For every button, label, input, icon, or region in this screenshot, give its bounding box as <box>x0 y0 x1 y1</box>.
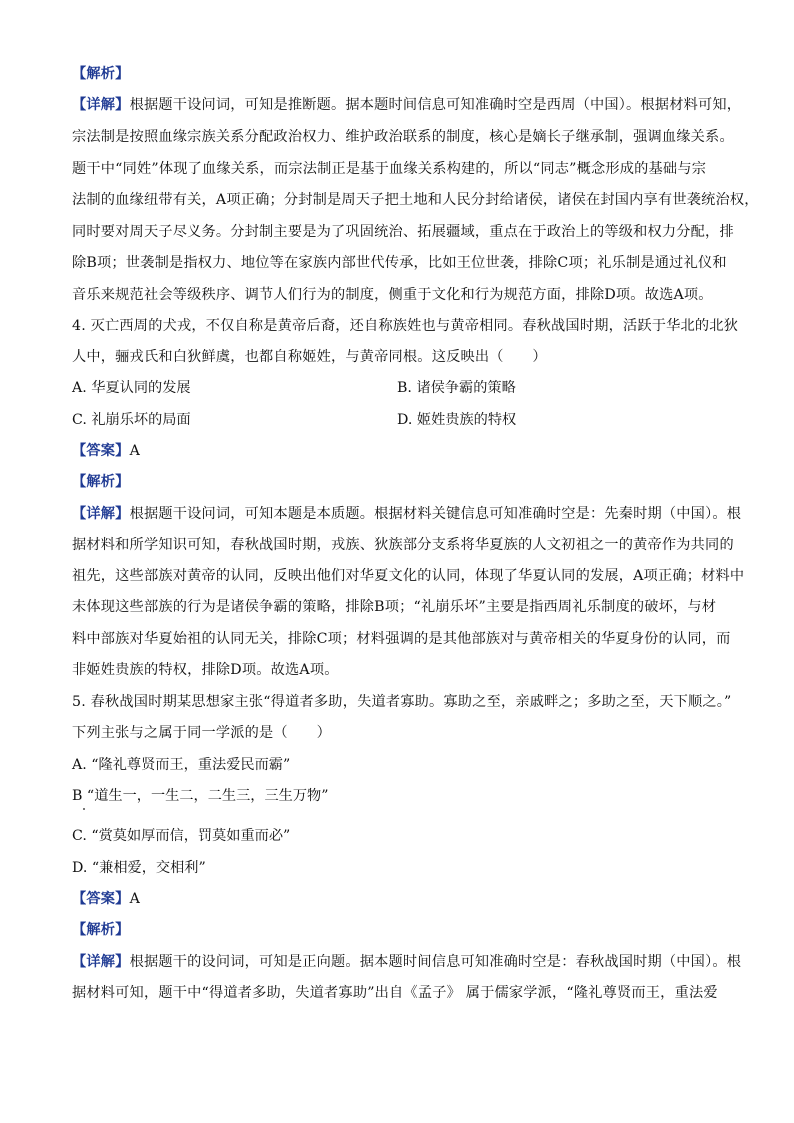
detail-line: 法制的血缘纽带有关，A项正确；分封制是周天子把土地和人民分封给诸侯，诸侯在封国内享有世袭统治权， <box>72 192 759 208</box>
answer-label: 【答案】 <box>72 891 130 907</box>
q5-detail-line: 据材料可知，题干中“得道者多助，失道者寡助”出自《孟子》 属于儒家学派，“隆礼尊贤而王，重法爱 <box>72 985 718 1001</box>
q4-answer: A <box>129 443 141 459</box>
q5-detail-line <box>72 952 742 972</box>
question-5-stem: 下列主张与之属于同一学派的是（ ） <box>72 725 331 741</box>
q4-option-d: D. 姬姓贵族的特权 <box>397 412 517 428</box>
stray-dot <box>83 808 85 810</box>
q5-option-c: C. “赏莫如厚而信，罚莫如重而必” <box>72 828 291 844</box>
q4-detail-line: 祖先，这些部族对黄帝的认同，反映出他们对华夏文化的认同，体现了华夏认同的发展，A项正确；材料中 <box>72 568 745 584</box>
q4-detail-line: 据材料和所学知识可知，春秋战国时期，戎族、狄族部分支系将华夏族的人文初祖之一的黄帝作为共同的 <box>72 537 734 553</box>
question-4-stem: 4. 灭亡西周的犬戎，不仅自称是黄帝后裔，还自称族姓也与黄帝相同。春秋战国时期，活跃于华北的北狄 <box>72 318 739 334</box>
detail-line: 同时要对周天子尽义务。分封制主要是为了巩固统治、拓展疆域，重点在于政治上的等级和权力分配，排 <box>72 224 734 240</box>
q4-detail-line: 未体现这些部族的行为是诸侯争霸的策略，排除B项；“礼崩乐坏”主要是指西周礼乐制度的破坏，与材 <box>72 599 717 615</box>
q5-answer: A <box>129 891 141 907</box>
q4-option-c: C. 礼崩乐坏的局面 <box>72 412 191 428</box>
q4-option-a: A. 华夏认同的发展 <box>72 380 191 396</box>
q4-detail-line <box>72 504 742 524</box>
q4-detail-line: 非姬姓贵族的特权，排除D项。故选A项。 <box>72 662 339 678</box>
q4-detail-line: 料中部族对华夏始祖的认同无关，排除C项；材料强调的是其他部族对与黄帝相关的华夏身份的认同，而 <box>72 631 731 647</box>
q4-answer-line <box>72 441 732 461</box>
detail-line: 音乐来规范社会等级秩序、调节人们行为的制度，侧重于文化和行为规范方面，排除D项。故选A项。 <box>72 287 713 303</box>
detail-label: 【详解】 <box>72 97 130 113</box>
detail-text: 根据题干设问词，可知本题是本质题。根据材料关键信息可知准确时空是：先秦时期（中国）。根 <box>129 506 742 522</box>
question-5-stem: 5. 春秋战国时期某思想家主张“得道者多助，失道者寡助。寡助之至，亲戚畔之；多助之至，天下顺之。” <box>72 694 732 710</box>
analysis-label: 【解析】 <box>72 66 130 82</box>
q5-answer-line <box>72 889 732 909</box>
analysis-label: 【解析】 <box>72 922 130 938</box>
question-4-stem: 人中，骊戎氏和白狄鲜虞，也都自称姬姓，与黄帝同根。这反映出（ ） <box>72 349 547 365</box>
detail-label: 【详解】 <box>72 954 130 970</box>
q5-option-a: A. “隆礼尊贤而王，重法爱民而霸” <box>72 757 291 773</box>
detail-text: 根据题干的设问词，可知是正向题。据本题时间信息可知准确时空是：春秋战国时期（中国）。根 <box>129 954 742 970</box>
q5-option-b: B “道生一，一生二，二生三，三生万物” <box>72 788 329 804</box>
q5-option-d: D. “兼相爱，交相利” <box>72 860 206 876</box>
detail-line <box>72 95 742 115</box>
detail-label: 【详解】 <box>72 506 130 522</box>
detail-line: 宗法制是按照血缘宗族关系分配政治权力、维护政治联系的制度，核心是嫡长子继承制，强调血缘关系。 <box>72 129 734 145</box>
detail-text: 根据题干设问词，可知是推断题。据本题时间信息可知准确时空是西周（中国）。根据材料可知， <box>129 97 742 113</box>
q4-option-b: B. 诸侯争霸的策略 <box>397 380 516 396</box>
analysis-label: 【解析】 <box>72 474 130 490</box>
detail-line: 除B项；世袭制是指权力、地位等在家族内部世代传承，比如王位世袭，排除C项；礼乐制是通过礼仪和 <box>72 255 727 271</box>
answer-label: 【答案】 <box>72 443 130 459</box>
detail-line: 题干中“同姓”体现了血缘关系，而宗法制正是基于血缘关系构建的，所以“同志”概念形成的基础与宗 <box>72 161 707 177</box>
